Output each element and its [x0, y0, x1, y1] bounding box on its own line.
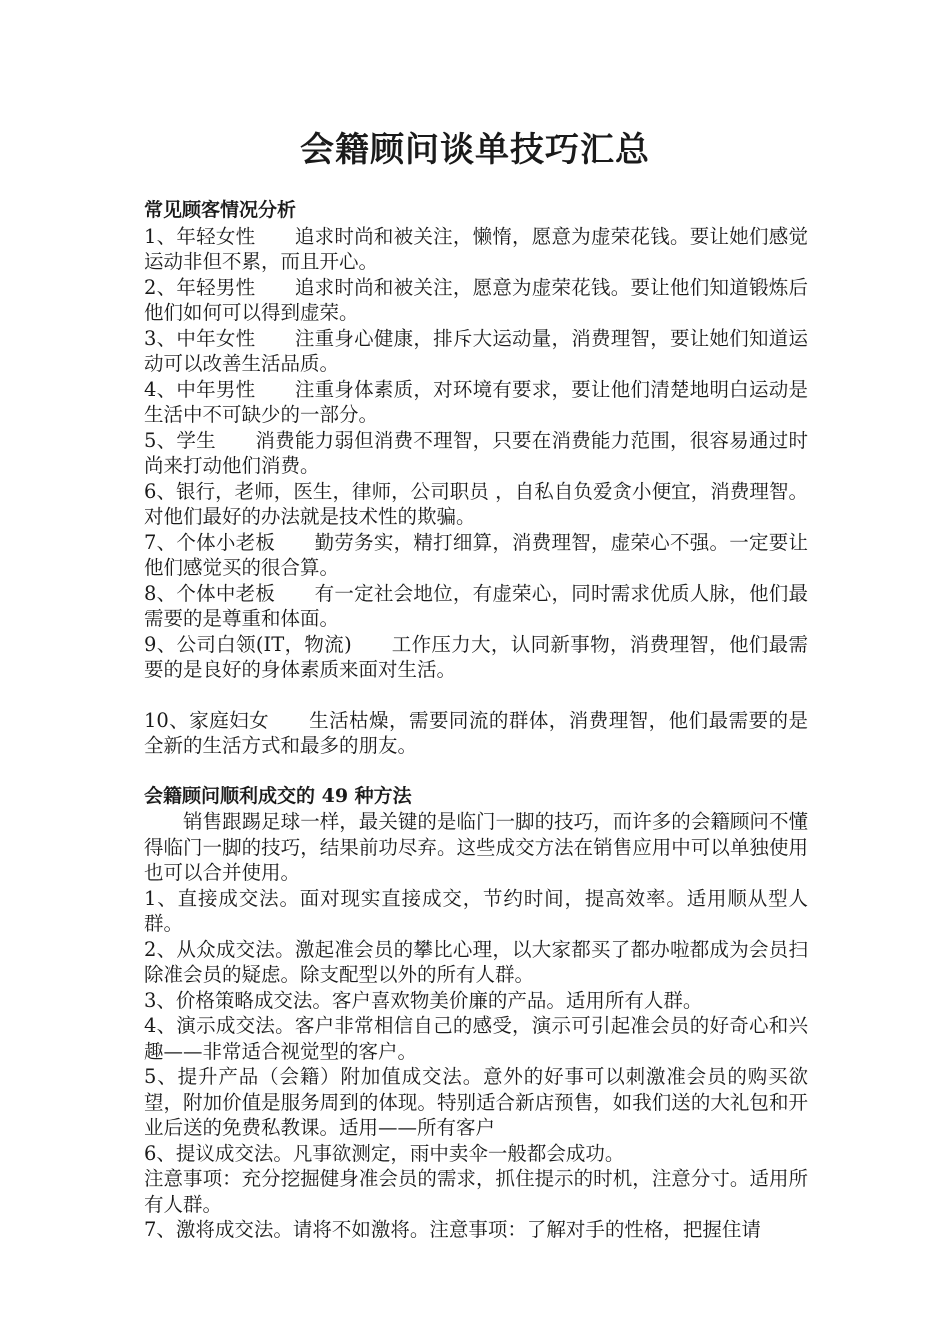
paragraph-method-3: 3、价格策略成交法。客户喜欢物美价廉的产品。适用所有人群。 [144, 988, 703, 1012]
paragraph-customer-type-8: 8、个体中老板 有一定社会地位，有虚荣心，同时需求优质人脉，他们最需要的是尊重和体面。 [144, 581, 808, 630]
paragraph-customer-type-1: 1、年轻女性 追求时尚和被关注，懒惰，愿意为虚荣花钱。要让她们感觉运动非但不累，而且开心。 [144, 224, 808, 273]
paragraph-method-6-note: 注意事项：充分挖掘健身准会员的需求，抓住提示的时机，注意分寸。适用所有人群。 [144, 1167, 808, 1216]
document-title: 会籍顾问谈单技巧汇总 [300, 130, 650, 170]
paragraph-method-4: 4、演示成交法。客户非常相信自己的感受，演示可引起准会员的好奇心和兴趣——非常适合视觉型的客户。 [144, 1014, 808, 1063]
paragraph-method-6: 6、提议成交法。凡事欲测定，雨中卖伞一般都会成功。 [144, 1141, 625, 1165]
paragraph-customer-type-4: 4、中年男性 注重身体素质，对环境有要求，要让他们清楚地明白运动是生活中不可缺少的一部分。 [144, 377, 808, 426]
paragraph-method-5: 5、提升产品（会籍）附加值成交法。意外的好事可以刺激准会员的购买欲望，附加价值是服务周到的体现。特别适合新店预售，如我们送的大礼包和开业后送的免费私教课。适用——所有客户 [144, 1065, 808, 1139]
paragraph-spacer [144, 683, 808, 708]
paragraph-customer-type-6: 6、银行，老师，医生，律师，公司职员 ，自私自负爱贪小便宜，消费理智。对他们最好的办法就是技术性的欺骗。 [144, 479, 808, 528]
paragraph-customer-type-3: 3、中年女性 注重身心健康，排斥大运动量，消费理智，要让她们知道运动可以改善生活品质。 [144, 326, 808, 375]
paragraph-customer-type-9: 9、公司白领(IT，物流) 工作压力大，认同新事物，消费理智，他们最需要的是良好的身体素质来面对生活。 [144, 632, 808, 681]
paragraph-spacer [144, 759, 808, 784]
paragraph-method-2: 2、从众成交法。激起准会员的攀比心理，以大家都买了都办啦都成为会员扫除准会员的疑虑。除支配型以外的所有人群。 [144, 937, 808, 986]
paragraph-customer-type-10: 10、家庭妇女 生活枯燥，需要同流的群体，消费理智，他们最需要的是全新的生活方式和最多的朋友。 [144, 708, 808, 757]
document-body [144, 198, 808, 1243]
paragraph-customer-type-7: 7、个体小老板 勤劳务实，精打细算，消费理智，虚荣心不强。一定要让他们感觉买的很合算。 [144, 530, 808, 579]
paragraph-method-7: 7、激将成交法。请将不如激将。注意事项：了解对手的性格，把握住请 [144, 1218, 761, 1241]
paragraph-customer-type-5: 5、学生 消费能力弱但消费不理智，只要在消费能力范围，很容易通过时尚来打动他们消费。 [144, 428, 808, 477]
paragraph-intro: 销售跟踢足球一样，最关键的是临门一脚的技巧，而许多的会籍顾问不懂得临门一脚的技巧，结果前功尽弃。这些成交方法在销售应用中可以单独使用也可以合并使用。 [144, 810, 808, 884]
paragraph-customer-type-2: 2、年轻男性 追求时尚和被关注，愿意为虚荣花钱。要让他们知道锻炼后他们如何可以得到虚荣。 [144, 275, 808, 324]
section-heading-closing-methods: 会籍顾问顺利成交的 49 种方法 [144, 784, 412, 807]
section-heading-customer-analysis: 常见顾客情况分析 [144, 199, 297, 221]
paragraph-method-1: 1、直接成交法。面对现实直接成交，节约时间，提高效率。适用顺从型人群。 [144, 886, 808, 935]
